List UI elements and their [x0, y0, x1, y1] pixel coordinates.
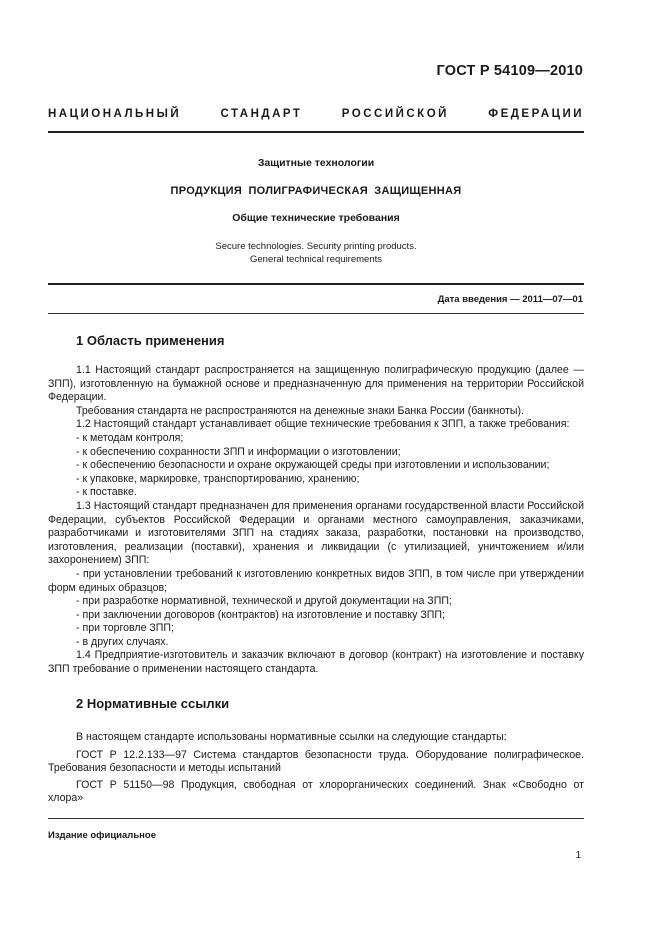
section1-title: 1 Область применения [76, 333, 225, 348]
paragraph-1-1: 1.1 Настоящий стандарт распространяется на защищенную полиграфическую продукцию (далее — ЗПП), изготовленную на бумажной основе и предназначенную для применения на территории Российской Федерации. [48, 364, 584, 404]
paragraph-1-2: 1.2 Настоящий стандарт устанавливает общие технические требования к ЗПП, а также требования: [76, 418, 570, 431]
header-rule [48, 131, 584, 133]
section1-body [48, 364, 584, 677]
list-item: - к обеспечению сохранности ЗПП и информации о изготовлении; [76, 445, 401, 458]
list-item: - в других случаях. [76, 635, 169, 648]
english-title-line1: Secure technologies. Security printing products. [215, 241, 417, 252]
list-item: - к упаковке, маркировке, транспортированию, хранению; [76, 472, 360, 485]
paragraph-1-3: 1.3 Настоящий стандарт предназначен для применения органами государственной власти Российской Федерации, субъектов Российской Федерации и органами местного самоуправления, заказчиками, разработчиками и изготовителями ЗПП на стадиях заказа, разработки, постановки на производство, изготовления, реализации (поставки), хранения и ликвидации (с утилизацией, уничтожением и/или захоронением) ЗПП: [48, 499, 584, 567]
paragraph-1-4: 1.4 Предприятие-изготовитель и заказчик включают в договор (контракт) на изготовление и поставку ЗПП требование о применении настоящего стандарта. [48, 649, 584, 676]
footer-rule [48, 818, 584, 819]
section2-body [48, 731, 584, 806]
list-item: - при заключении договоров (контрактов) на изготовление и поставку ЗПП; [76, 608, 445, 621]
document-requirements-title: Общие технические требования [232, 212, 400, 224]
list-item: - к методам контроля; [76, 431, 184, 444]
national-standard-title: НАЦИОНАЛЬНЫЙ СТАНДАРТ РОССИЙСКОЙ ФЕДЕРАЦИИ [48, 108, 584, 120]
document-subtitle: Защитные технологии [257, 157, 375, 169]
title-rule [48, 283, 584, 285]
list-item: - при разработке нормативной, технической и другой документации на ЗПП; [76, 595, 452, 608]
section2-title: 2 Нормативные ссылки [76, 696, 230, 711]
list-item: - при установлении требований к изготовлению конкретных видов ЗПП, в том числе при утверждении форм единых образцов; [48, 567, 584, 594]
list-item: - при торговле ЗПП; [76, 622, 174, 635]
document-main-title: ПРОДУКЦИЯ ПОЛИГРАФИЧЕСКАЯ ЗАЩИЩЕННАЯ [170, 185, 462, 197]
reference-2: ГОСТ Р 51150—98 Продукция, свободная от хлорорганических соединений. Знак «Свободно от хлора» [48, 778, 584, 805]
english-title-line2: General technical requirements [249, 254, 382, 265]
list-item: - к обеспечению безопасности и охране окружающей среды при изготовлении и использовании; [76, 459, 550, 472]
page-number: 1 [575, 850, 581, 861]
paragraph-2-intro: В настоящем стандарте использованы нормативные ссылки на следующие стандарты: [76, 731, 507, 743]
list-item: - к поставке. [76, 486, 137, 499]
official-edition-label: Издание официальное [48, 830, 156, 841]
paragraph-1-1b: Требования стандарта не распространяются на денежные знаки Банка России (банкноты). [76, 404, 524, 417]
gost-number: ГОСТ Р 54109—2010 [436, 63, 583, 79]
date-of-introduction: Дата введения — 2011—07—01 [437, 294, 583, 305]
date-rule [48, 313, 584, 314]
reference-1: ГОСТ Р 12.2.133—97 Система стандартов безопасности труда. Оборудование полиграфическое. Требования безопасности и методы испытаний [48, 748, 584, 775]
